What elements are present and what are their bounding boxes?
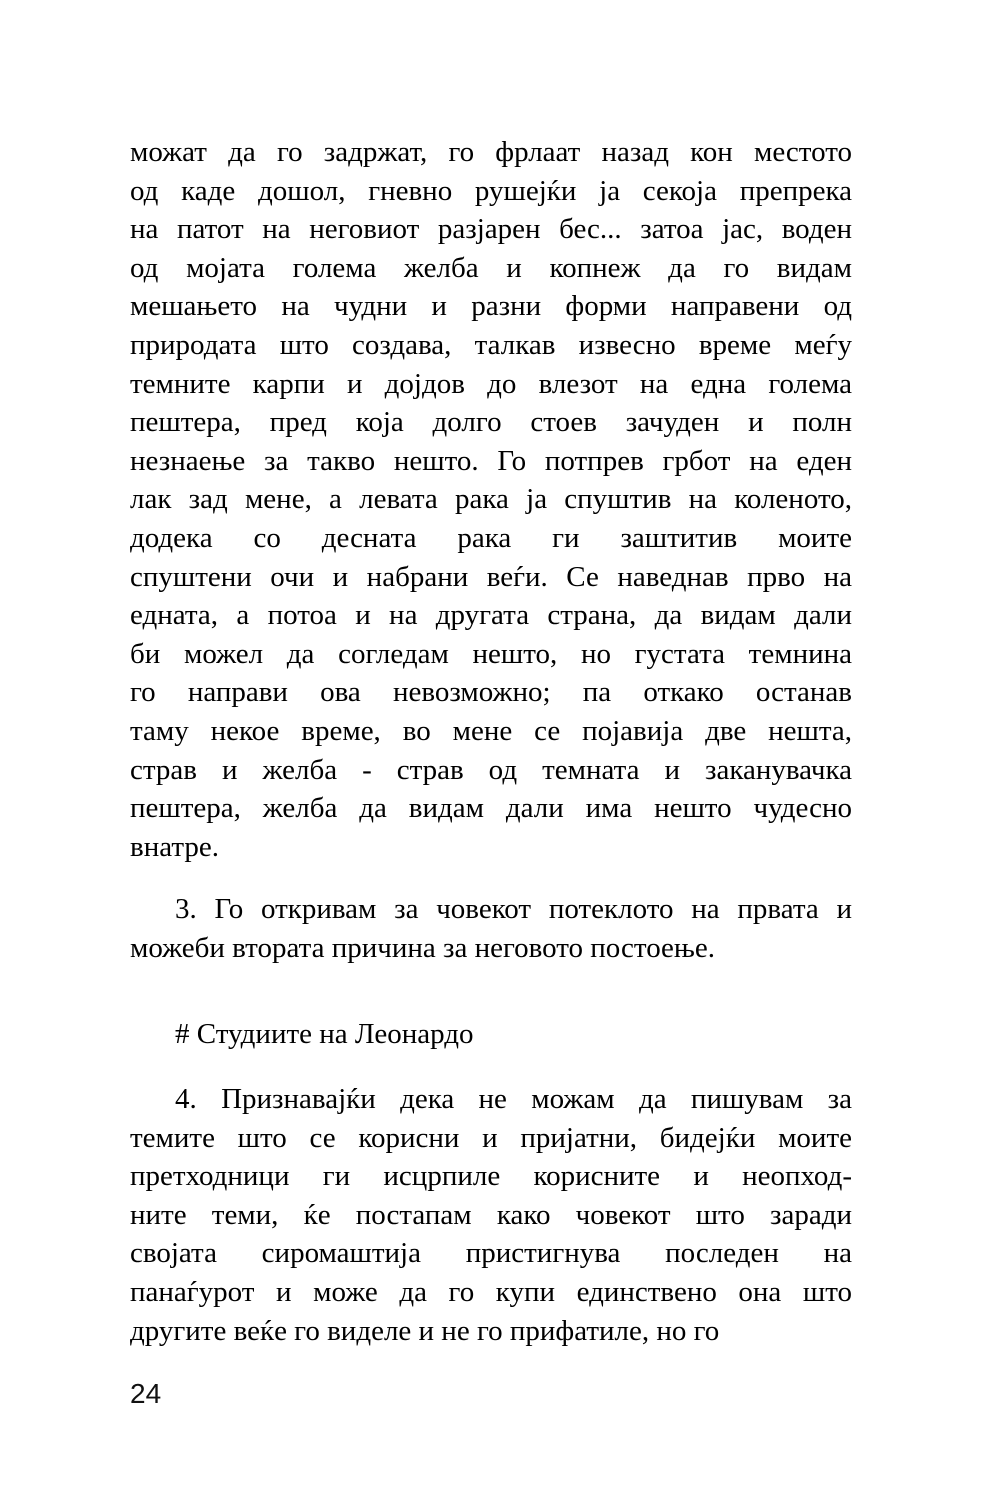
- text-line: таму некое време, во мене се појавија две нешта,: [130, 714, 852, 747]
- text-line: го направи ова невозможно; па откако останав: [130, 676, 852, 709]
- text-line: од каде дошол, гневно рушејќи ја секоја препрека: [130, 174, 852, 207]
- text-line: би можел да согледам нешто, но густата темнина: [130, 637, 852, 670]
- text-column: [130, 133, 852, 1350]
- text-line: додека со десната рака ги заштитив моите: [130, 521, 852, 554]
- text-line: темните карпи и дојдов до влезот на една голема: [130, 367, 852, 400]
- text-line: можат да го задржат, го фрлаат назад кон местото: [130, 136, 852, 168]
- text-line: можеби втората причина за неговото постоење.: [130, 931, 716, 964]
- text-line: незнаење за такво нешто. Го потпрев грбот на еден: [130, 444, 852, 477]
- text-line: ните теми, ќе постапам како човекот што заради: [130, 1198, 852, 1231]
- text-line: другите веќе го виделе и не го прифатиле, но го: [130, 1314, 720, 1347]
- text-line: темите што се корисни и пријатни, бидејќи моите: [130, 1121, 852, 1154]
- text-line: мешањето на чудни и разни форми направени од: [130, 290, 852, 323]
- text-line: лак зад мене, а левата рака ја спуштив на коленото,: [130, 483, 852, 516]
- text-line: # Студиите на Леонардо: [175, 1018, 474, 1051]
- text-line: внатре.: [130, 830, 219, 863]
- text-line: на патот на неговиот разјарен бес... затоа јас, воден: [130, 213, 852, 246]
- text-line: страв и желба - страв од темната и заканувачка: [130, 753, 852, 786]
- text-line: едната, а потоа и на другата страна, да видам дали: [130, 599, 852, 632]
- text-line: природата што создава, талкав извесно време меѓу: [130, 328, 852, 361]
- text-line: претходници ги исцрпиле корисните и неопход-: [130, 1160, 852, 1193]
- text-line: пештера, пред која долго стоев зачуден и полн: [130, 406, 852, 439]
- text-line: 4. Признавајќи дека не можам да пишувам за: [175, 1083, 852, 1116]
- text-line: својата сиромаштија пристигнува последен на: [130, 1237, 852, 1270]
- paragraph-continuation: [130, 133, 852, 866]
- heading-leonardo-studies: [130, 1015, 852, 1054]
- text-line: од мојата голема желба и копнеж да го видам: [130, 251, 852, 284]
- text-line: спуштени очи и набрани веѓи. Се наведнав прво на: [130, 560, 852, 593]
- text-line: панаѓурот и може да го купи единствено она што: [130, 1276, 852, 1309]
- page-number: 24: [130, 1378, 162, 1409]
- paragraph-4: [130, 1080, 852, 1350]
- text-line: 3. Го откривам за човекот потеклото на првата и: [175, 893, 852, 926]
- text-line: пештера, желба да видам дали има нешто чудесно: [130, 792, 852, 825]
- paragraph-3: [130, 890, 852, 967]
